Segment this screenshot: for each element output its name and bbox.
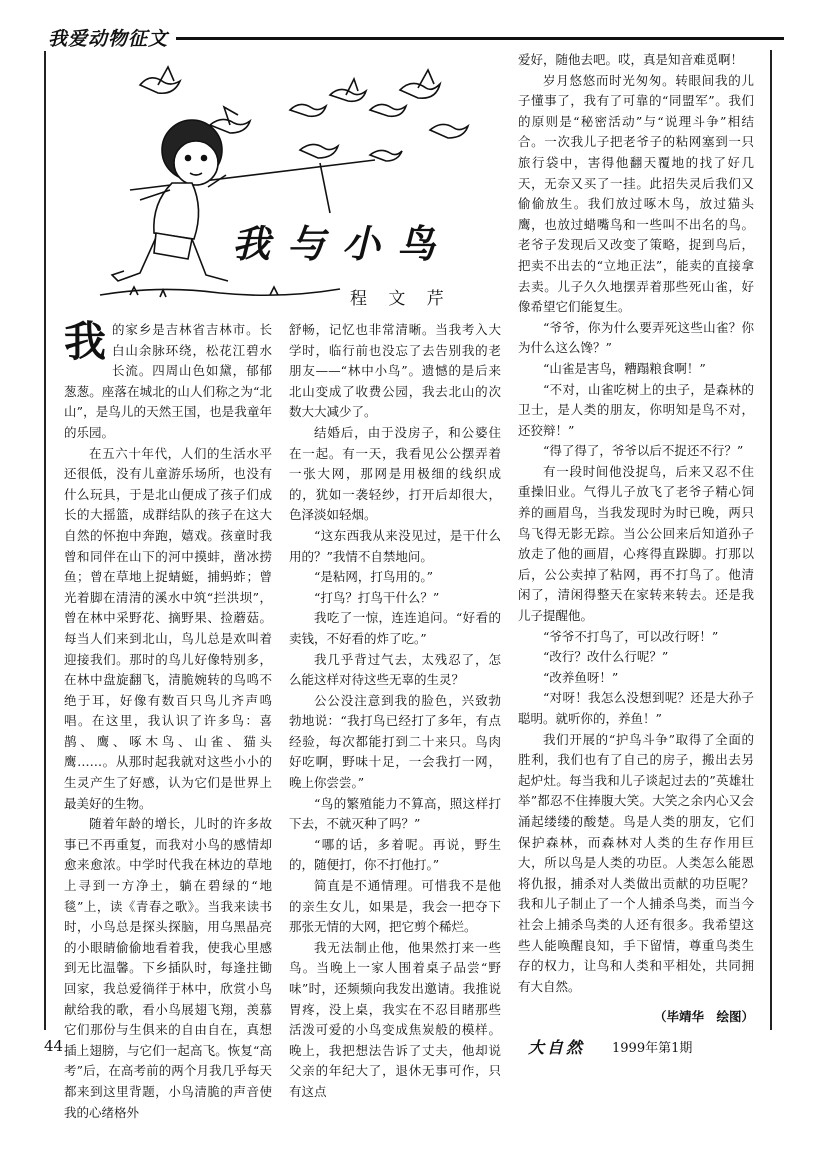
- drop-cap: 我: [64, 317, 107, 366]
- paragraph: “改行？改什么行呢？”: [543, 649, 669, 665]
- boy-figure: [112, 120, 228, 281]
- paragraph: “这东西我从来没见过，是干什么用的？”我情不自禁地问。: [289, 527, 501, 564]
- paragraph: 爱好，随他去吧。哎，真是知音难觅啊！: [518, 52, 744, 67]
- paragraph: 随着年龄的增长，儿时的许多故事已不再重复，而我对小鸟的感情却愈来愈浓。中学时代我在林边的草地上寻到一方净土，躺在碧绿的“地毯”上，读《青春之歌》。当我来读书时，小鸟总是探头探脑，用乌黑晶亮的小眼睛偷偷地看着我，使我心里感到无比温馨。下乡插队时，每逢拄锄回家，我总爱徜徉于林中，欣赏小鸟献给我的歌，看小鸟展翅飞翔，羡慕它们那份与生俱来的自由自在，真想插上翅膀，与它们一起高飞。恢复“高考”后，在高考前的两个月我几乎每天都来到这里背题，小鸟清脆的声音使我的心绪格外: [64, 816, 272, 1120]
- paragraph: 我们开展的“护鸟斗争”取得了全面的胜利，我们也有了自己的房子，搬出去另起炉灶。每当我和儿子谈起过去的”英雄壮举”都忍不住捧腹大笑。大笑之余内心又会涌起缕缕的酸楚。鸟是人类的朋友，它们保护森林，而森林对人类的生存作用巨大，所以鸟是人类的功臣。人类怎么能恩将仇报，捕杀对人类做出贡献的功臣呢？我和儿子制止了一个人捕杀鸟类，而当今社会上捕杀鸟类的人还有很多。我希望这些人能唤醒良知，手下留情，尊重鸟类生存的权力，让鸟和人类和平相处，共同拥有大自然。: [518, 731, 754, 994]
- bird-icon: [400, 70, 440, 98]
- frame-left-border: [44, 50, 46, 1030]
- paragraph: “爷爷不打鸟了，可以改行呀！”: [543, 628, 719, 644]
- frame-right-border: [770, 50, 772, 1030]
- paragraph: “改养鱼呀！”: [543, 669, 619, 685]
- bird-icon: [370, 104, 406, 116]
- text-column-1: [64, 317, 272, 1123]
- paragraph: “哪的话，多着呢。再说，野生的，随便打，你不打他打。”: [289, 836, 501, 873]
- paragraph: “对呀！我怎么没想到呢？还是大孙子聪明。就听你的，养鱼！”: [518, 690, 754, 726]
- illustration-credit: （毕靖华 绘图）: [653, 1009, 754, 1025]
- page-footer: [44, 1037, 772, 1059]
- boy-with-birds-illustration: [70, 55, 510, 315]
- bird-icon: [300, 144, 338, 158]
- paragraph: “得了得了，爷爷以后不捉还不行？”: [543, 443, 744, 459]
- section-label: 我爱动物征文: [44, 24, 176, 51]
- paragraph: 我无法制止他，他果然打来一些鸟。当晚上一家人围着桌子品尝“野味”时，还频频向我发出邀请。我推说胃疼，没上桌，我实在不忍目睹那些活泼可爱的小鸟变成焦炭般的模样。晚上，我把想法告诉了丈夫，他却说父亲的年纪大了，退休无事可作，只有这点: [289, 939, 501, 1099]
- paragraph: 结婚后，由于没房子，和公婆住在一起。有一天，我看见公公摆弄着一张大网，那网是用极细的线织成的，犹如一袭轻纱，打开后却很大，色泽淡如轻烟。: [289, 424, 501, 523]
- paragraph: 舒畅，记忆也非常清晰。当我考入大学时，临行前也没忘了去告别我的老朋友——“林中小鸟”。遗憾的是后来北山变成了收费公园，我去北山的次数大大减少了。: [289, 322, 501, 420]
- paragraph: “爷爷，你为什么要弄死这些山雀？你为什么这么馋？”: [518, 319, 754, 356]
- magazine-name: 大自然: [528, 1038, 586, 1057]
- paragraph: 我吃了一惊，连连追问。“好看的卖钱，不好看的炸了吃。”: [289, 610, 501, 646]
- bird-icon: [140, 67, 180, 93]
- paragraph: 有一段时间他没捉鸟，后来又忍不住重操旧业。气得儿子放飞了老爷子精心饲养的画眉鸟，当我发现时为时已晚，两只鸟飞得无影无踪。当公公回来后知道孙子放走了他的画眉，心疼得直跺脚。打那以后，公公卖掉了粘网，再不打鸟了。他清闲了，清闲得整天在家转来转去。还是我儿子提醒他。: [518, 463, 754, 624]
- paragraph: “山雀是害鸟，糟蹋粮食啊！”: [543, 360, 706, 376]
- paragraph: 在五六十年代，人们的生活水平还很低，没有儿童游乐场所，也没有什么玩具，于是北山便成了孩子们成长的大摇篮，成群结队的孩子在这大自然的怀抱中奔跑，嬉戏。孩童时我曾和同伴在山下的河中摸蚌，凿冰捞鱼；曾在草地上捉蜻蜓，捕蚂蚱；曾光着脚在清清的溪水中筑“拦洪坝”，曾在林中采野花、摘野果、捡蘑菇。每当人们来到北山，鸟儿总是欢叫着迎接我们。那时的鸟儿好像特别多，在林中盘旋翻飞，清脆婉转的鸟鸣不绝于耳，好像有数百只鸟儿齐声鸣唱。在这里，我认识了许多鸟：喜鹊、鹰、啄木鸟、山雀、猫头鹰……。从那时起我就对这些小小的生灵产生了好感，认为它们是世界上最美好的生物。: [64, 445, 272, 811]
- bird-icon: [330, 79, 366, 101]
- section-header: [44, 22, 784, 50]
- paragraph: 岁月悠悠而时光匆匆。转眼间我的儿子懂事了，我有了可靠的“同盟军”。我们的原则是“秘密活动”与“说理斗争”相结合。一次我儿子把老爷子的粘网塞到一只旅行袋中，害得他翻天覆地的找了好几天，无奈又买了一挂。此招失灵后我们又偷偷放生。我们放过啄木鸟，放过猫头鹰，也放过蜡嘴鸟和一些叫不出名的鸟。老爷子发现后又改变了策略，捉到鸟后，把卖不出去的“立地正法”，能卖的直接拿去卖。儿子久久地摆弄着那些死山雀，好像希望它们能复生。: [518, 72, 754, 315]
- bird-icon: [290, 104, 326, 116]
- page-number: 44: [44, 1037, 64, 1055]
- paragraph: 我几乎背过气去，太残忍了，怎么能这样对待这些无辜的生灵？: [289, 651, 501, 688]
- paragraph: “不对，山雀吃树上的虫子，是森林的卫士，是人类的朋友，你明知是鸟不对，还狡辩！”: [518, 381, 754, 438]
- bird-icon: [430, 124, 468, 138]
- text-column-3: [518, 50, 754, 1028]
- article-title: 我与小鸟: [232, 221, 453, 266]
- text-column-2: [289, 320, 501, 1103]
- paragraph: “打鸟？打鸟干什么？”: [314, 589, 440, 605]
- paragraph-text: 的家乡是吉林省吉林市。长白山余脉环绕，松花江碧水长流。四周山色如黛，郁郁葱葱。座落在城北的山人们称之为“北山”，是鸟儿的天然王国，也是我童年的乐园。: [64, 322, 272, 440]
- issue-number: 1999年第1期: [612, 1041, 693, 1056]
- bird-icon: [210, 107, 250, 133]
- article-author: 程 文 芹: [350, 289, 452, 309]
- paragraph: 公公没注意到我的脸色，兴致勃勃地说：“我打鸟已经打了多年，有点经验，每次都能打到二十来只。鸟肉好吃啊，野味十足，一会我打一网，晚上你尝尝。”: [289, 692, 501, 791]
- paragraph: [64, 317, 272, 444]
- paragraph: “是粘网，打鸟用的。”: [314, 569, 434, 585]
- paragraph: “鸟的繁殖能力不算高，照这样打下去，不就灭种了吗？”: [289, 795, 501, 832]
- paragraph: 简直是不通情理。可惜我不是他的亲生女儿，如果是，我会一把夺下那张无情的大网，把它剪个稀烂。: [289, 878, 501, 935]
